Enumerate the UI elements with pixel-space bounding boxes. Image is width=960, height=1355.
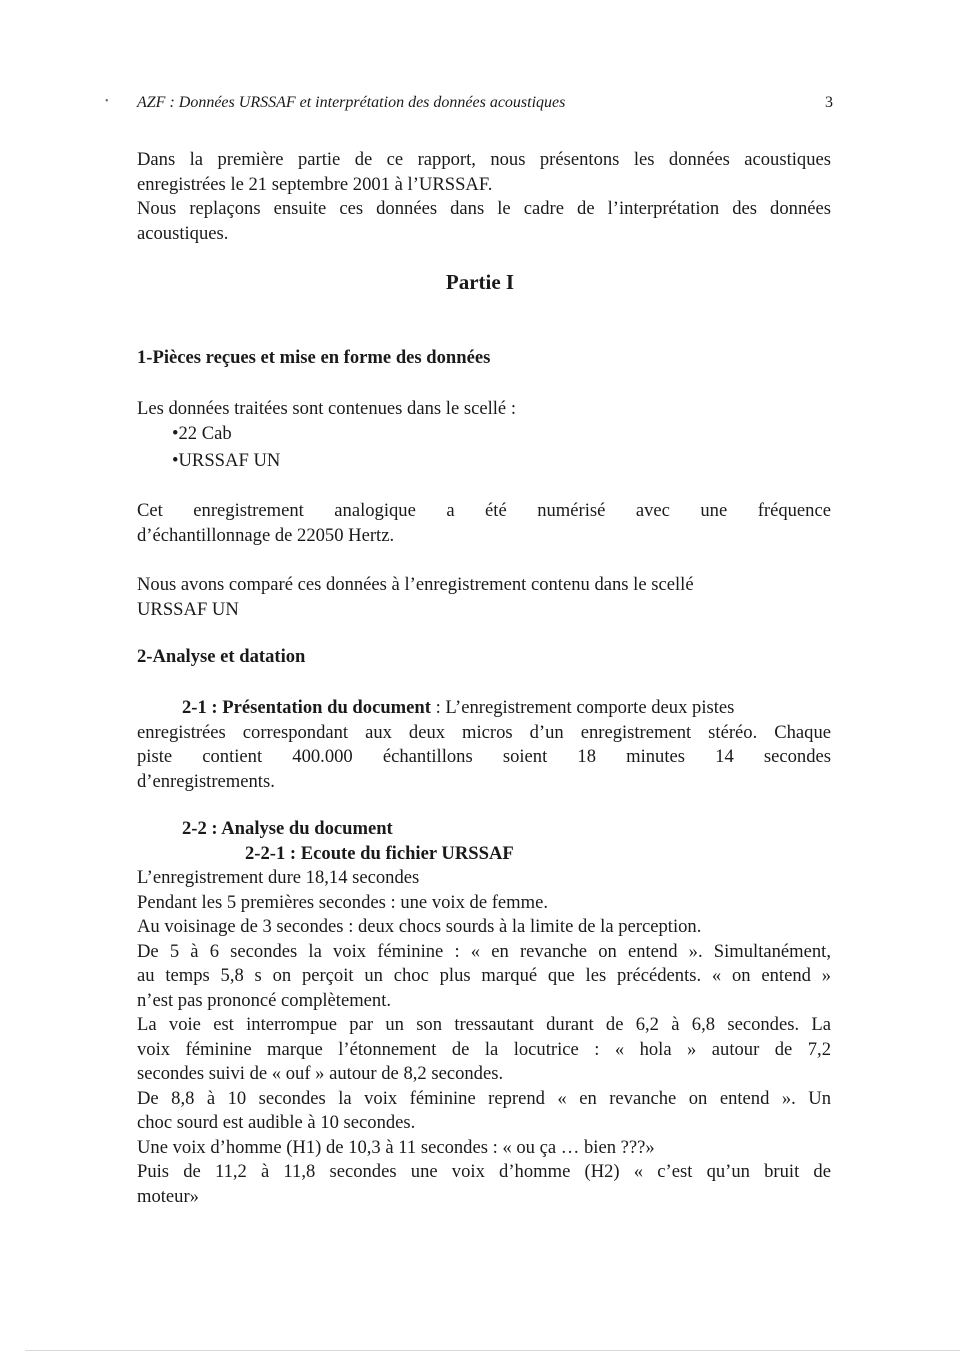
intro-paragraph bbox=[137, 148, 831, 246]
presentation-line-text: : L’enregistrement comporte deux pistes bbox=[430, 697, 735, 718]
digitization-line: d’échantillonnage de 22050 Hertz. bbox=[137, 524, 395, 546]
sealed-intro: Les données traitées sont contenues dans le scellé : bbox=[137, 398, 516, 419]
listening-line: choc sourd est audible à 10 secondes. bbox=[137, 1112, 416, 1133]
listening-line: voix féminine marque l’étonnement de la locutrice : « hola » autour de 7,2 bbox=[137, 1038, 831, 1060]
presentation-line bbox=[137, 696, 831, 721]
presentation-line: enregistrées correspondant aux deux micros d’un enregistrement stéréo. Chaque bbox=[137, 721, 831, 743]
listening-line: De 8,8 à 10 secondes la voix féminine reprend « en revanche on entend ». Un bbox=[137, 1087, 831, 1109]
section-1-sealed-items bbox=[137, 397, 831, 474]
listening-heading bbox=[137, 842, 831, 867]
scan-mark: • bbox=[105, 96, 109, 107]
listening-line: moteur» bbox=[137, 1185, 199, 1207]
comparison-line: URSSAF UN bbox=[137, 598, 239, 620]
listening-line: La voie est interrompue par un son tressautant durant de 6,2 à 6,8 secondes. La bbox=[137, 1014, 831, 1035]
listening-line: Une voix d’homme (H1) de 10,3 à 11 secondes : « ou ça … bien ???» bbox=[137, 1136, 655, 1158]
sealed-item: •URSSAF UN bbox=[172, 450, 281, 471]
analysis-heading-text: 2-2 : Analyse du document bbox=[182, 818, 393, 839]
analysis-section bbox=[137, 817, 831, 1209]
digitization-paragraph bbox=[137, 499, 831, 548]
listening-heading-text: 2-2-1 : Ecoute du fichier URSSAF bbox=[245, 842, 514, 864]
intro-line: acoustiques. bbox=[137, 222, 229, 244]
listening-line: De 5 à 6 secondes la voix féminine : « en revanche on entend ». Simultanément, bbox=[137, 940, 831, 962]
page-number: 3 bbox=[825, 94, 833, 111]
intro-line: Dans la première partie de ce rapport, nous présentons les données acoustiques bbox=[137, 149, 831, 170]
section-1-heading: 1-Pièces reçues et mise en forme des données bbox=[137, 347, 491, 368]
presentation-line: piste contient 400.000 échantillons soient 18 minutes 14 secondes bbox=[137, 746, 831, 767]
document-presentation-paragraph bbox=[137, 696, 831, 794]
sealed-item: •22 Cab bbox=[172, 422, 232, 444]
listening-line: secondes suivi de « ouf » autour de 8,2 secondes. bbox=[137, 1063, 504, 1084]
listening-line: L’enregistrement dure 18,14 secondes bbox=[137, 867, 420, 888]
listening-line: Au voisinage de 3 secondes : deux chocs sourds à la limite de la perception. bbox=[137, 916, 702, 937]
digitization-line: Cet enregistrement analogique a été numérisé avec une fréquence bbox=[137, 500, 831, 521]
intro-line: Nous replaçons ensuite ces données dans le cadre de l’interprétation des données bbox=[137, 198, 831, 219]
part-title: Partie I bbox=[445, 270, 515, 294]
section-2-heading: 2-Analyse et datation bbox=[137, 646, 306, 667]
page-header bbox=[137, 94, 833, 118]
header-title: AZF : Données URSSAF et interprétation des données acoustiques bbox=[137, 94, 566, 111]
listening-line: n’est pas prononcé complètement. bbox=[137, 989, 392, 1011]
listening-line: Puis de 11,2 à 11,8 secondes une voix d’homme (H2) « c’est qu’un bruit de bbox=[137, 1161, 831, 1182]
intro-line: enregistrées le 21 septembre 2001 à l’URSSAF. bbox=[137, 173, 493, 195]
presentation-label: 2-1 : Présentation du document bbox=[182, 697, 431, 718]
presentation-line: d’enregistrements. bbox=[137, 770, 275, 792]
listening-line: Pendant les 5 premières secondes : une voix de femme. bbox=[137, 891, 549, 913]
comparison-paragraph bbox=[137, 573, 831, 622]
scan-edge-line bbox=[25, 1350, 960, 1351]
listening-line: au temps 5,8 s on perçoit un choc plus marqué que les précédents. « on entend » bbox=[137, 965, 831, 986]
analysis-heading bbox=[137, 817, 831, 842]
comparison-line: Nous avons comparé ces données à l’enregistrement contenu dans le scellé bbox=[137, 574, 694, 595]
